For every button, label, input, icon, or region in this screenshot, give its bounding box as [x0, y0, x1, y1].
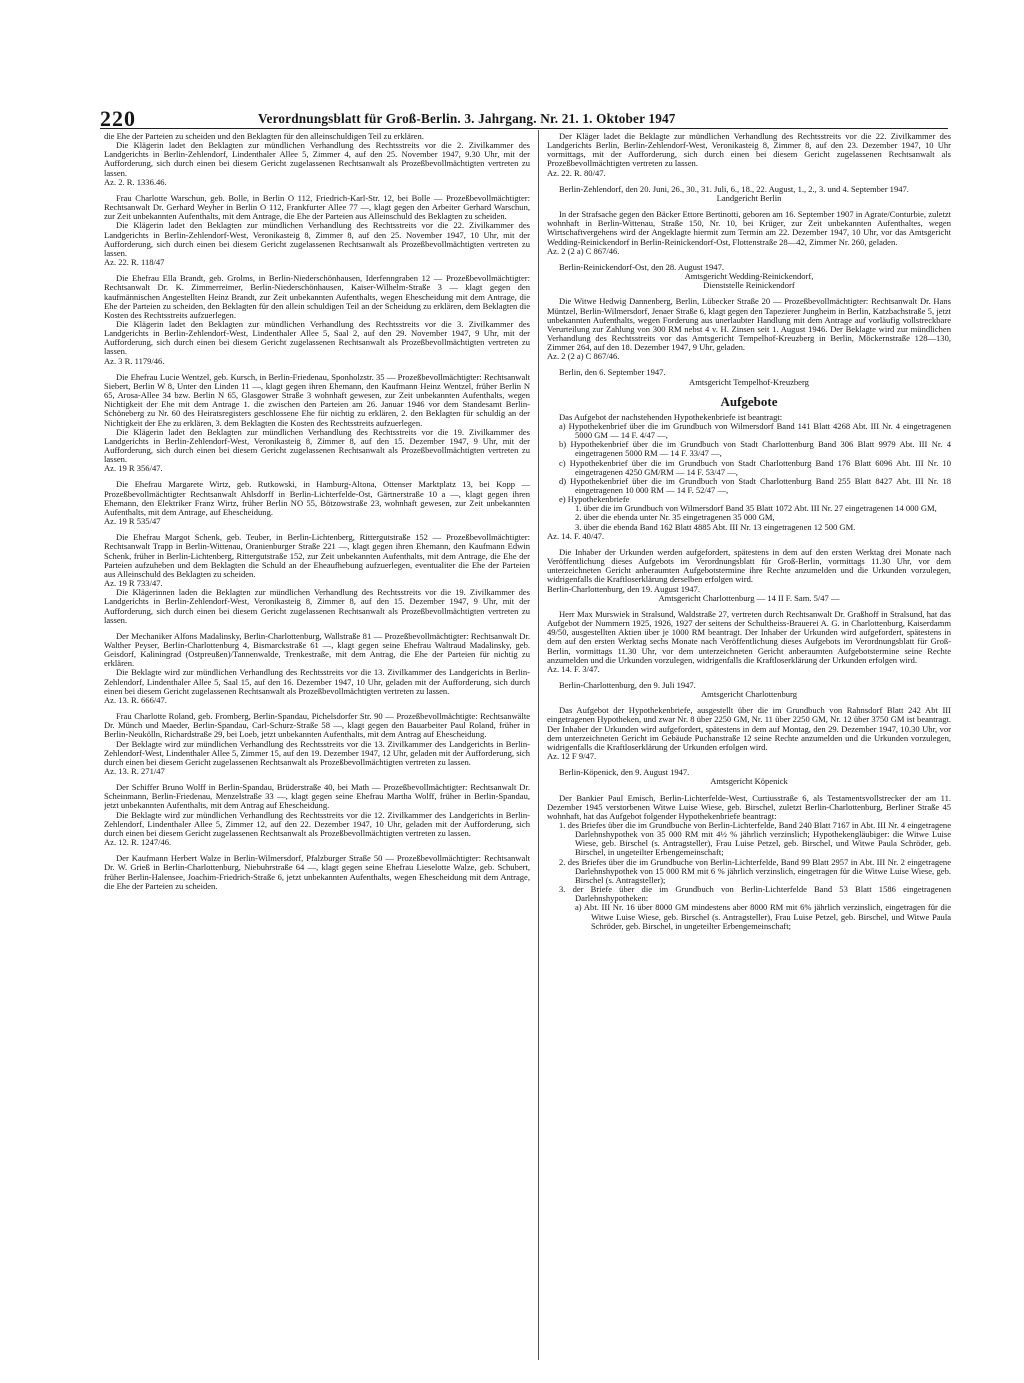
case-reference: Az. 2. R. 1336.46.: [104, 176, 167, 187]
case-reference: Az. 12. R. 1247/46.: [104, 837, 172, 848]
court-signature: Amtsgericht Charlottenburg: [701, 689, 797, 700]
case-reference: Az. 19 R 733/47.: [104, 578, 163, 589]
header-rule: [100, 128, 948, 129]
court-signature: Amtsgericht Charlottenburg — 14 II F. Sam. 5/47 —: [658, 592, 840, 603]
paragraph: Die Klägerin ladet den Beklagten zur mündlichen Verhandlung des Rechtsstreits vor die 19. Zivilkammer des Landgerichts in Berlin-Zehlendorf-West, Veronikasteig 8, Zimmer 8, auf den 15. Dezember 1947, 9 Uhr, mit der Aufforderung, sich durch einen bei diesem Gericht zugelassenen Rechtsanwalt als Prozeßbevollmächtigten vertreten zu lassen.: [104, 426, 530, 465]
case-reference: Az. 14. F. 3/47.: [547, 663, 600, 674]
paragraph: Die Witwe Hedwig Dannenberg, Berlin, Lübecker Straße 20 — Prozeßbevollmächtigter: Rechtsanwalt Dr. Hans Müntzel, Berlin-Wilmersdorf, Jenaer Straße 6, klagt gegen den Tapezierer Jungheim in Berlin, Katzbachstraße 5, jetzt unbekannten Aufenthalts, wegen Forderung aus unerlaubter Handlung mit dem Antrage auf vorläufig vollstreckbare Verurteilung zur Zahlung von 300 RM nebst 4 v. H. Zinsen seit 1. August 1946. Der Beklagte wird zur mündlichen Verhandlung des Rechtsstreits vor das Amtsgericht Tempelhof-Kreuzberg in Berlin, Möckernstraße 128—130, Zimmer 264, auf den 18. Dezember 1947, 9 Uhr, geladen.: [547, 296, 951, 353]
court-signature: Dienststelle Reinickendorf: [703, 280, 795, 291]
column-divider: [538, 130, 539, 1360]
case-reference: Az. 13. R. 271/47: [104, 766, 165, 776]
paragraph: Berlin, den 6. September 1947.: [559, 367, 666, 378]
list-item: c) Hypothekenbrief über die im Grundbuch von Stadt Charlottenburg Band 176 Blatt 6096 Abt. III Nr. 10 eingetragenen 4250 GM/RM — 14 F. 53/47 —,: [559, 457, 951, 477]
court-signature: Amtsgericht Tempelhof-Kreuzberg: [689, 376, 809, 387]
list-item: 3. der Briefe über die im Grundbuch von Berlin-Lichterfelde Band 53 Blatt 1586 eingetragenen Darlehnshypotheken:: [559, 884, 951, 904]
case-reference: Az. 22. R. 80/47.: [547, 167, 606, 178]
paragraph: Berlin-Charlottenburg, den 9. Juli 1947.: [559, 679, 696, 690]
list-item: b) Hypothekenbrief über die im Grundbuch von Stadt Charlottenburg Band 306 Blatt 9979 Abt. III Nr. 4 eingetragenen 5000 RM — 14 F. 33/47 —,: [559, 439, 951, 459]
paragraph: Der Kläger ladet die Beklagte zur mündlichen Verhandlung des Rechtsstreits vor die 22. Zivilkammer des Landgerichts Berlin, Berlin-Zehlendorf-West, Veronikasteig 8, Zimmer 8, auf den 23. Dezember 1947, 10 Uhr vormittags, mit der Aufforderung, sich durch einen bei diesem Gericht zugelassenen Rechtsanwalt als Prozeßbevollmächtigten vertreten zu lassen.: [547, 132, 951, 169]
paragraph: Frau Charlotte Warschun, geb. Bolle, in Berlin O 112, Friedrich-Karl-Str. 12, bei Bolle — Prozeßbevollmächtigter: Rechtsanwalt Dr. Gerhard Weyher in Berlin O 112, Frankfurter Allee 77 —, klagt gegen den Arbeiter Gerhard Warschun, zur Zeit unbekannten Aufenthalts, mit dem Antrage, die Ehe der Parteien aus Alleinschuld des Beklagten zu scheiden.: [104, 192, 530, 222]
paragraph: Die Klägerin ladet den Beklagten zur mündlichen Verhandlung des Rechtsstreits vor die 2. Zivilkammer des Landgerichts in Berlin-Zehlendorf, Lindenthaler Allee 5, Zimmer 4, auf den 25. November 1947, 9.30 Uhr, mit der Aufforderung, sich durch einen bei diesem Gericht zugelassenen Rechtsanwalt als Prozeßbevollmächtigten vertreten zu lassen.: [104, 140, 530, 178]
list-item: e) Hypothekenbriefe: [559, 494, 630, 505]
paragraph: Berlin-Zehlendorf, den 20. Juni, 26., 30., 31. Juli, 6., 18., 22. August, 1., 2., 3. und 4. September 1947.: [559, 183, 909, 194]
case-reference: Az. 12 F 9/47.: [547, 751, 597, 762]
paragraph: Die Ehefrau Ella Brandt, geb. Grolms, in Berlin-Niederschönhausen, Iderfenngraben 12 — Prozeßbevollmächtigter: Rechtsanwalt Dr. K. Zimmerreimer, Berlin-Niederschönhausen, Kaiser-Wilhelm-Straße 3 — klagt gegen den kaufmännischen Angestellten Heinz Brandt, zur Zeit unbekannten Aufenthalts, wegen Ehescheidung mit dem Antrage, die Ehe der Parteien zu scheiden, den Beklagten für den allein schuldigen Teil an der Scheidung zu erklären, dem Beklagten die Kosten des Rechtsstreits aufzuerlegen.: [104, 273, 530, 320]
case-reference: Az. 2 (2 a) C 867/46.: [547, 351, 620, 362]
court-signature: Amtsgericht Köpenick: [710, 776, 788, 787]
paragraph: Herr Max Murswiek in Stralsund, Waldstraße 27, vertreten durch Rechtsanwalt Dr. Graßhoff in Stralsund, hat das Aufgebot der Nummern 1925, 1926, 1927 der seitens der Schultheiss-Brauerei A. G. in Charlottenburg, Kaiserdamm 49/50, ausgestellten Aktien über je 1000 RM beantragt. Der Inhaber der Urkunden wird aufgefordert, spätestens in dem auf den ersten Werktag sechs Monate nach Veröffentlichung dieses Aufgebots im Verordnungsblatt für Groß-Berlin, vormittags 11.30 Uhr, vor dem unterzeichneten Gericht anberaumten Aufgebotstermine seine Rechte anzumelden und die Urkunden vorzulegen, widrigenfalls die Kraftloserklärung der Urkunden erfolgen wird.: [547, 608, 951, 665]
list-item: 1. des Briefes über die im Grundbuche von Berlin-Lichterfelde, Band 240 Blatt 7167 in Abt. III Nr. 4 eingetragene Darlehnshypothek von 35 000 RM mit 4½ % jährlich verzinslich; Hypothekengläubiger: die Witwe Luise Wiese, geb. Birschel (s. Antragsteller), Frau Luise Petzel, geb. Birschel, und Witwe Paula Schröder, geb. Birschel, in ungeteilter Erbengemeinschaft;: [559, 820, 951, 858]
court-signature: Amtsgericht Wedding-Reinickendorf,: [684, 271, 814, 282]
paragraph: Berlin-Reinickendorf-Ost, den 28. August 1947.: [559, 261, 724, 272]
list-item: a) Hypothekenbrief über die im Grundbuch von Wilmersdorf Band 141 Blatt 4268 Abt. III Nr. 4 eingetragenen 5000 GM — 14 F. 4/47 —,: [559, 420, 951, 441]
list-item: d) Hypothekenbrief über die im Grundbuch von Stadt Charlottenburg Band 255 Blatt 8427 Abt. III Nr. 18 eingetragenen 10 000 RM — 14 F. 52/47 —,: [559, 475, 951, 495]
left-column: [104, 132, 530, 1362]
paragraph: Die Ehefrau Margarete Wirtz, geb. Rutkowski, in Hamburg-Altona, Ottenser Marktplatz 13, bei Kopp — Prozeßbevollmächtigter Rechtsanwalt Ahlsdorff in Berlin-Lichterfelde-Ost, Gärtnerstraße 10 a —, klagt gegen ihren Ehemann, den Elektriker Franz Wirtz, früher Berlin NO 55, Bötzowstraße 23, wohnhaft gewesen, zur Zeit unbekannten Aufenthalts, mit dem Antrage, auf Ehescheidung.: [104, 479, 530, 517]
paragraph: Der Bankier Paul Emisch, Berlin-Lichterfelde-West, Curtiusstraße 6, als Testamentsvollstrecker der am 11. Dezember 1945 verstorbenen Witwe Luise Wiese, geb. Birschel, zuletzt Berlin-Charlottenburg, Berliner Straße 45 wohnhaft, hat das Aufgebot folgender Hypothekenbriefe beantragt:: [547, 792, 951, 821]
list-item: a) Abt. III Nr. 16 über 8000 GM mindestens aber 8000 RM mit 6% jährlich verzinslich, eingetragen für die Witwe Luise Wiese, geb. Birschel (s. Antragsteller), Frau Luise Petzel, geb. Birschel, und Witwe Paula Schröder, geb. Birschel, in ungeteilter Erbengemeinschaft;: [575, 902, 951, 931]
list-item: 2. des Briefes über die im Grundbuche von Berlin-Lichterfelde, Band 99 Blatt 2957 in Abt. III Nr. 2 eingetragene Darlehnshypothek von 15 000 RM mit 6 % jährlich verzinslich, eingetragen für die Witwe Luise Wiese, geb. Birschel (s. Antragsteller);: [559, 856, 951, 885]
list-item: 2. über die ebenda unter Nr. 35 eingetragenen 35 000 GM,: [575, 512, 775, 523]
paragraph: Die Inhaber der Urkunden werden aufgefordert, spätestens in dem auf den ersten Werktag drei Monate nach Veröffentlichung dieses Aufgebots im Verordnungsblatt für Groß-Berlin, vormittags 11.30 Uhr, vor dem unterzeichneten Gericht anberaumten Aufgebotstermine ihre Rechte anzumelden und die Urkunden vorzulegen, widrigenfalls die Kraftloserklärung derselben erfolgen wird.: [547, 546, 951, 585]
paragraph: Der Mechaniker Alfons Madalinsky, Berlin-Charlottenburg, Wallstraße 81 — Prozeßbevollmächtigter: Rechtsanwalt Dr. Walther Peyser, Berlin-Charlottenburg 4, Bismarckstraße 61 —, klagt gegen seine Ehefrau Waltraud Madalinsky, geb. Geisdorf, Kaliningrad (Ostpreußen)/Tannenwalde, Trenkestraße, mit dem Antrag, die Ehe der Parteien für nichtig zu erklären.: [104, 630, 530, 669]
case-reference: Az. 2 (2 a) C 867/46.: [547, 245, 620, 256]
paragraph: die Ehe der Parteien zu scheiden und den Beklagten für den alleinschuldigen Teil zu erklären.: [104, 132, 424, 141]
paragraph: Der Beklagte wird zur mündlichen Verhandlung des Rechtsstreits vor die 13. Zivilkammer des Landgerichts in Berlin-Zehlendorf-West, Lindenthaler Allee 5, Zimmer 15, auf den 19. Dezember 1947, 12 Uhr, geladen mit der Aufforderung, sich durch einen bei diesem Gericht zugelassenen Rechtsanwalt als Prozeßbevollmächtigten vertreten zu lassen.: [104, 738, 530, 767]
case-reference: Az. 3 R. 1179/46.: [104, 355, 165, 366]
paragraph: Berlin-Charlottenburg, den 19. August 1947.: [547, 583, 700, 594]
page-number: 220: [100, 106, 136, 131]
running-title: Verordnungsblatt für Groß-Berlin. 3. Jahrgang. Nr. 21. 1. Oktober 1947: [258, 111, 676, 126]
paragraph: In der Strafsache gegen den Bäcker Ettore Bertinotti, geboren am 16. September 1907 in Agrate/Conturbie, zuletzt wohnhaft in Berlin-Wittenau, Straße 150, Nr. 10, bei Krüger, zur Zeit unbekannten Aufenthaltes, wegen Wirtschaftvergehens wird der Angeklagte hiermit zum Termin am 22. Dezember 1947, 10 Uhr, vor das Amtsgericht Wedding-Reinickendorf in Berlin-Reinickendorf-Ost, Flottenstraße 28—42, Zimmer Nr. 260, geladen.: [547, 209, 951, 247]
list-item: 3. über die ebenda Band 162 Blatt 4885 Abt. III Nr. 13 eingetragenen 12 500 GM.: [575, 521, 856, 532]
paragraph: Der Kaufmann Herbert Walze in Berlin-Wilmersdorf, Pfalzburger Straße 50 — Prozeßbevollmächtigter: Rechtsanwalt Dr. W. Grieß in Berlin-Charlottenburg, Niebuhrstraße 64 —, klagt gegen seine Ehefrau Lieselotte Walze, geb. Schubert, früher Berlin-Halensee, Joachim-Friedrich-Straße 6, jetzt unbekannten Aufenthalts, wegen Ehescheidung mit dem Antrage, die Ehe der Parteien zu scheiden.: [104, 853, 530, 891]
paragraph: Frau Charlotte Roland, geb. Fromberg, Berlin-Spandau, Pichelsdorfer Str. 90 — Prozeßbevollmächtigte: Rechtsanwälte Dr. Münch und Maeder, Berlin-Spandau, Carl-Schurz-Straße 58 —, klagt gegen den Bauarbeiter Paul Roland, früher in Berlin-Neukölln, Richardstraße 29, bei Loeb, jetzt unbekannten Aufenthalts, mit dem Antrag auf Ehescheidung.: [104, 711, 530, 740]
paragraph: Die Beklagte wird zur mündlichen Verhandlung des Rechtsstreits vor die 13. Zivilkammer des Landgerichts in Berlin-Zehlendorf, Lindenthaler Allee 5, Saal 15, auf den 16. Dezember 1947, 10 Uhr, geladen mit der Aufforderung, sich durch einen bei diesem Gericht zugelassenen Rechtsanwalt als Prozeßbevollmächtigten vertreten zu lassen.: [104, 667, 530, 696]
paragraph: Der Schiffer Bruno Wolff in Berlin-Spandau, Brüderstraße 40, bei Math — Prozeßbevollmächtigter: Rechtsanwalt Dr. Scheinmann, Berlin-Friedenau, Menzelstraße 33 —, klagt gegen seine Ehefrau Martha Wolff, früher in Berlin-Spandau, jetzt unbekannten Aufenthalts, mit dem Antrag auf Ehescheidung.: [104, 782, 530, 811]
paragraph: Die Klägerin ladet den Beklagten zur mündlichen Verhandlung des Rechtsstreits vor die 3. Zivilkammer des Landgerichts in Berlin-Zehlendorf-West, Lindenthaler Allee 5, Saal 2, auf den 29. November 1947, 9 Uhr, mit der Aufforderung, sich durch einen bei diesem Gericht zugelassenen Rechtsanwalt als Prozeßbevollmächtigten vertreten zu lassen.: [104, 318, 530, 357]
paragraph: Die Beklagte wird zur mündlichen Verhandlung des Rechtsstreits vor die 12. Zivilkammer des Landgerichts in Berlin-Zehlendorf, Lindenthaler Allee 5, Zimmer 12, auf den 22. Dezember 1947, 10 Uhr, geladen mit der Aufforderung, sich durch einen bei diesem Gericht zugelassenen Rechtsanwalt als Prozeßbevollmächtigten vertreten zu lassen.: [104, 809, 530, 838]
section-heading: Aufgebote: [720, 393, 778, 409]
paragraph: Das Aufgebot der Hypothekenbriefe, ausgestellt über die im Grundbuch von Rahnsdorf Blatt 242 Abt III eingetragenen Hypotheken, und zwar Nr. 8 über 2250 GM, Nr. 11 über 2250 GM, Nr. 12 über 3750 GM ist beantragt. Der Inhaber der Urkunden wird aufgefordert, spätestens in dem auf Montag, den 29. Dezember 1947, 10.30 Uhr, vor dem unterzeichneten Gericht im Gebäude Puchanstraße 12 seine Rechte anzumelden und die Urkunden vorzulegen, widrigenfalls die Kraftloserklärung der Urkunden erfolgen wird.: [547, 705, 951, 752]
paragraph: Das Aufgebot der nachstehenden Hypothekenbriefe ist beantragt:: [559, 411, 783, 422]
paragraph: Die Ehefrau Margot Schenk, geb. Teuber, in Berlin-Lichtenberg, Rittergutstraße 152 — Prozeßbevollmächtigter: Rechtsanwalt Trapp in Berlin-Wittenau, Oranienburger Straße 221 —, klagt gegen ihren Ehemann, den Kaufmann Edwin Schenk, früher in Berlin-Lichtenberg, Rittergutstraße 152, zur Zeit unbekannten Aufenthalts, mit dem Antrage, die Ehe der Parteien aufzuheben und dem Beklagten die Schuld an der Eheaufhebung aufzuerlegen, eventualiter die Ehe der Parteien aus Alleinschuld des Beklagten zu scheiden.: [104, 532, 530, 579]
paragraph: Die Ehefrau Lucie Wentzel, geb. Kursch, in Berlin-Friedenau, Sponholzstr. 35 — Prozeßbevollmächtigter: Rechtsanwalt Siebert, Berlin W 8, Unter den Linden 11 —, klagt gegen ihren Ehemann, den Kaufmann Heinz Wentzel, früher Berlin N 65, Arosa-Allee 34 bzw. Berlin N 65, Glasgower Straße 3 wohnhaft gewesen, zur Zeit unbekannten Aufenthalts, wegen Nichtigkeit der Ehe mit dem Antrage 1. die zwischen den Parteien am 26. Januar 1946 vor dem Standesamt Berlin-Schöneberg zu Nr. 60 des Heiratsregisters geschlossene Ehe für nichtig zu erklären, 2. den Beklagten für schuldig an der Nichtigkeit der Ehe zu erklären, 3. dem Beklagten die Kosten des Rechtsstreits aufzuerlegen.: [104, 371, 530, 428]
case-reference: Az. 19 R 535/47: [104, 516, 161, 527]
list-item: 1. über die im Grundbuch von Wilmersdorf Band 35 Blatt 1072 Abt. III Nr. 27 eingetragenen 14 000 GM,: [575, 503, 937, 514]
paragraph: Die Klägerinnen laden die Beklagten zur mündlichen Verhandlung des Rechtsstreits vor die 19. Zivilkammer des Landgerichts in Berlin-Zehlendorf-West, Veronikasteig 8, Zimmer 8, auf den 15. Dezember 1947, 9 Uhr, mit der Aufforderung, sich durch einen bei diesem Gericht zugelassenen Rechtsanwalt als Prozeßbevollmächtigten vertreten zu lassen.: [104, 587, 530, 625]
paragraph: Berlin-Köpenick, den 9. August 1947.: [559, 767, 690, 778]
court-signature: Landgericht Berlin: [716, 192, 782, 203]
case-reference: Az. 19 R 356/47.: [104, 463, 163, 474]
paragraph: Die Klägerin ladet den Beklagten zur mündlichen Verhandlung des Rechtsstreits vor die 22. Zivilkammer des Landgerichts in Berlin-Zehlendorf-West, Veronikasteig 8, Zimmer 8, auf den 25. November 1947, 10 Uhr, mit der Aufforderung, sich durch einen bei diesem Gericht zugelassenen Rechtsanwalt als Prozeßbevollmächtigten vertreten zu lassen.: [104, 220, 530, 258]
case-reference: Az. 14. F. 40/47.: [547, 530, 605, 541]
right-column: [547, 132, 951, 1362]
case-reference: Az. 22. R. 118/47: [104, 257, 165, 268]
case-reference: Az. 13. R. 666/47.: [104, 694, 167, 705]
